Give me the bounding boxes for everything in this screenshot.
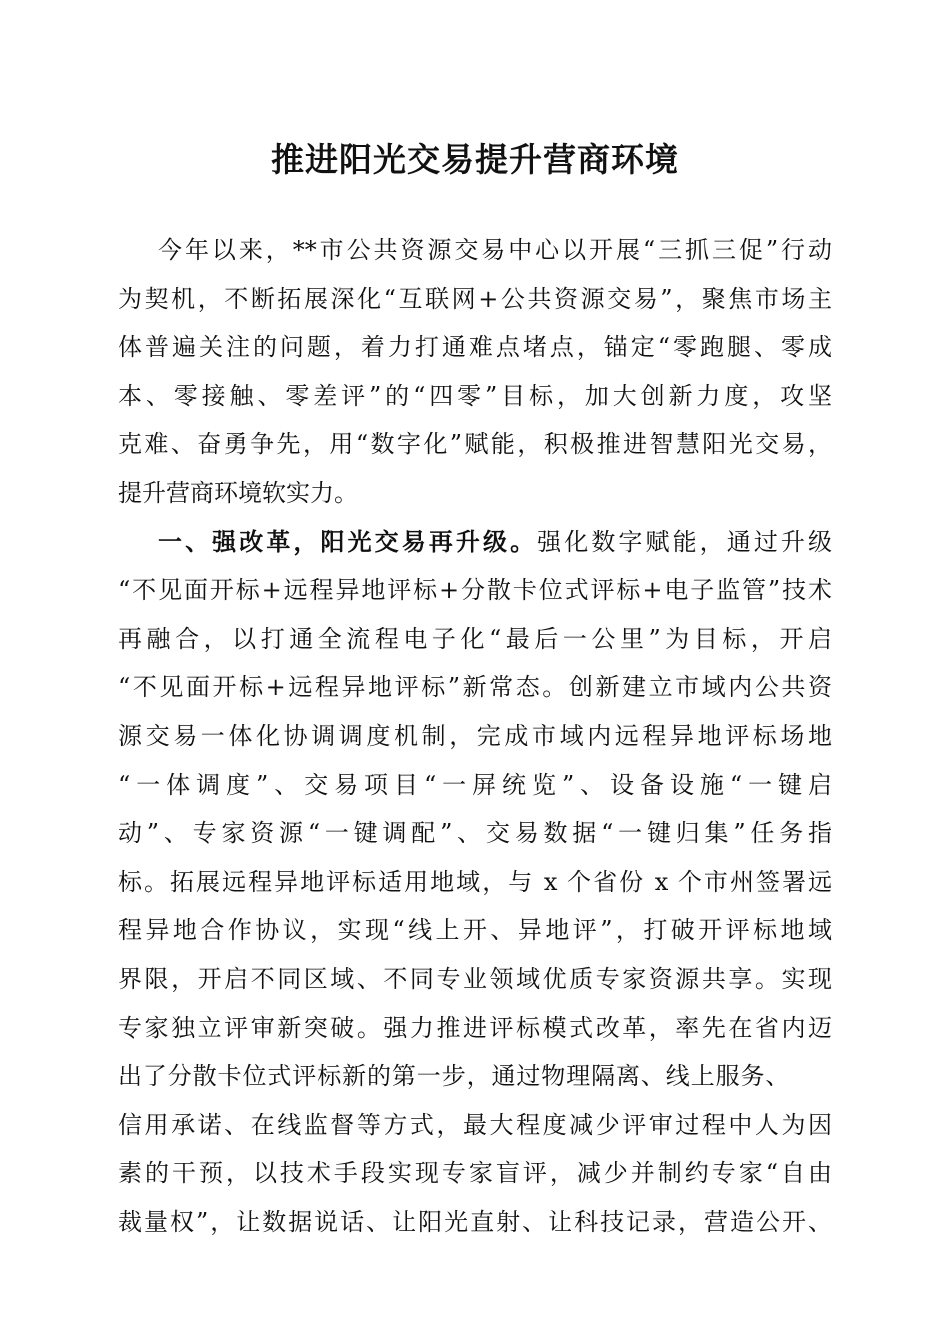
paragraph-line: 体普遍关注的问题，着力打通难点堵点，锚定“零跑腿、零成 (118, 333, 832, 362)
paragraph-line: “不见面开标+远程异地评标”新常态。创新建立市域内公共资 (118, 673, 832, 702)
paragraph-line: 程异地合作协议，实现“线上开、异地评”，打破开评标地域 (118, 916, 832, 945)
intro-paragraph (118, 226, 832, 518)
paragraph-line: 克难、奋勇争先，用“数字化”赋能，积极推进智慧阳光交易， (118, 430, 832, 459)
paragraph-line: 界限，开启不同区域、不同专业领域优质专家资源共享。实现 (118, 964, 832, 993)
paragraph-line: 素的干预，以技术手段实现专家盲评，减少并制约专家“自由 (118, 1159, 832, 1188)
paragraph-line: 出了分散卡位式评标新的第一步，通过物理隔离、线上服务、 (118, 1062, 791, 1091)
document-body (118, 226, 832, 1246)
paragraph-line: “一体调度”、交易项目“一屏统览”、设备设施“一键启 (118, 770, 832, 799)
section-heading: 一、强改革，阳光交易再升级。 (158, 527, 538, 556)
section-first-line-text: 强化数字赋能，通过升级 (537, 527, 833, 556)
paragraph-line: 动”、专家资源“一键调配”、交易数据“一键归集”任务指 (118, 819, 832, 848)
document-title: 推进阳光交易提升营商环境 (271, 140, 679, 179)
paragraph-line: 本、零接触、零差评”的“四零”目标，加大创新力度，攻坚 (118, 381, 832, 410)
paragraph-line: 为契机，不断拓展深化“互联网+公共资源交易”，聚焦市场主 (118, 284, 832, 313)
paragraph-line: 提升营商环境软实力。 (118, 478, 358, 507)
paragraph-line: 再融合，以打通全流程电子化“最后一公里”为目标，开启 (118, 624, 832, 653)
paragraph-line: 今年以来，**市公共资源交易中心以开展“三抓三促”行动 (158, 236, 832, 264)
section-1-paragraph (118, 518, 832, 1247)
section-first-line (118, 518, 832, 567)
paragraph-line: 信用承诺、在线监督等方式，最大程度减少评审过程中人为因 (118, 1110, 832, 1139)
paragraph-line: 专家独立评审新突破。强力推进评标模式改革，率先在省内迈 (118, 1013, 832, 1042)
paragraph-line: “不见面开标+远程异地评标+分散卡位式评标+电子监管”技术 (118, 576, 832, 605)
paragraph-line: 源交易一体化协调调度机制，完成市域内远程异地评标场地 (118, 721, 832, 750)
paragraph-line: 标。拓展远程异地评标适用地域，与 x 个省份 x 个市州签署远 (118, 867, 832, 896)
paragraph-line: 裁量权”，让数据说话、让阳光直射、让科技记录，营造公开、 (118, 1207, 832, 1236)
